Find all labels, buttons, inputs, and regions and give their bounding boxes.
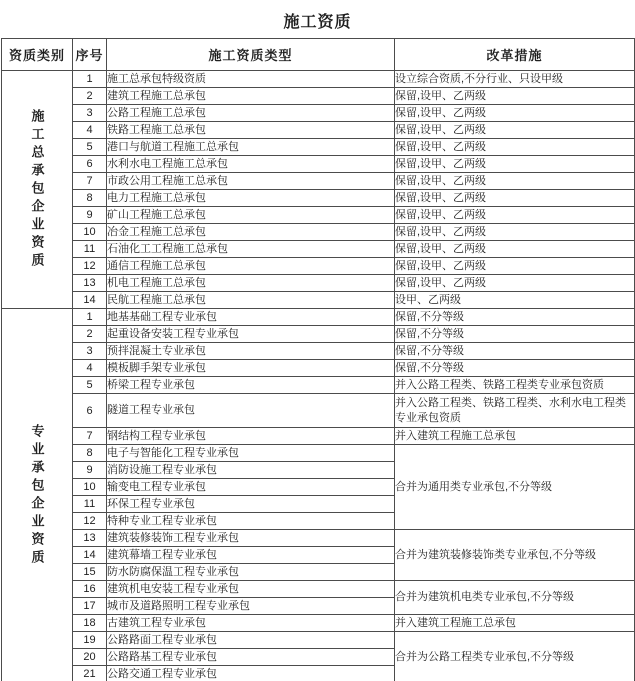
qualification-type-cell: 环保工程专业承包 [107,496,395,513]
serial-number-cell: 9 [73,207,107,224]
table-row [2,275,635,292]
qualification-type-cell: 公路交通工程专业承包 [107,666,395,681]
table-row [2,190,635,207]
reform-measure-cell: 合并为通用类专业承包,不分等级 [395,445,635,530]
serial-number-cell: 5 [73,139,107,156]
qualification-type-cell: 隧道工程专业承包 [107,394,395,428]
reform-measure-cell: 保留,不分等级 [395,343,635,360]
reform-measure-cell: 设甲、乙两级 [395,292,635,309]
qualification-type-cell: 冶金工程施工总承包 [107,224,395,241]
table-row [2,394,635,428]
table-row [2,530,635,547]
serial-number-cell: 2 [73,88,107,105]
category-cell [2,309,73,681]
reform-measure-cell: 保留,不分等级 [395,326,635,343]
qualification-type-cell: 消防设施工程专业承包 [107,462,395,479]
table-row [2,258,635,275]
qualification-type-cell: 特种专业工程专业承包 [107,513,395,530]
table-row [2,428,635,445]
table-row [2,292,635,309]
qualification-type-cell: 石油化工工程施工总承包 [107,241,395,258]
qualification-type-cell: 港口与航道工程施工总承包 [107,139,395,156]
table-row [2,207,635,224]
table-row [2,632,635,649]
serial-number-cell: 3 [73,343,107,360]
reform-measure-cell: 保留,设甲、乙两级 [395,88,635,105]
qualification-type-cell: 建筑机电安装工程专业承包 [107,581,395,598]
serial-number-cell: 3 [73,105,107,122]
table-header-row [2,39,635,71]
table-row [2,309,635,326]
reform-measure-cell: 保留,不分等级 [395,309,635,326]
serial-number-cell: 2 [73,326,107,343]
category-label: 施工总承包企业资质 [29,108,45,271]
reform-measure-cell: 保留,设甲、乙两级 [395,122,635,139]
serial-number-cell: 14 [73,547,107,564]
qualification-type-cell: 古建筑工程专业承包 [107,615,395,632]
qualification-type-cell: 模板脚手架专业承包 [107,360,395,377]
qualification-type-cell: 通信工程施工总承包 [107,258,395,275]
reform-measure-cell: 合并为建筑装修装饰类专业承包,不分等级 [395,530,635,581]
qualification-type-cell: 施工总承包特级资质 [107,71,395,88]
reform-measure-cell: 保留,设甲、乙两级 [395,224,635,241]
serial-number-cell: 10 [73,224,107,241]
reform-measure-cell: 保留,设甲、乙两级 [395,241,635,258]
reform-measure-cell: 保留,设甲、乙两级 [395,207,635,224]
table-row [2,581,635,598]
table-row [2,139,635,156]
table-row [2,71,635,88]
table-row [2,377,635,394]
qualification-type-cell: 输变电工程专业承包 [107,479,395,496]
qualification-type-cell: 建筑幕墙工程专业承包 [107,547,395,564]
serial-number-cell: 13 [73,275,107,292]
reform-measure-cell: 并入建筑工程施工总承包 [395,428,635,445]
qualification-type-cell: 地基基础工程专业承包 [107,309,395,326]
reform-measure-cell: 并入公路工程类、铁路工程类专业承包资质 [395,377,635,394]
serial-number-cell: 21 [73,666,107,681]
table-row [2,224,635,241]
serial-number-cell: 17 [73,598,107,615]
table-row [2,360,635,377]
serial-number-cell: 6 [73,394,107,428]
serial-number-cell: 7 [73,428,107,445]
serial-number-cell: 8 [73,190,107,207]
reform-measure-cell: 保留,设甲、乙两级 [395,258,635,275]
serial-number-cell: 18 [73,615,107,632]
serial-number-cell: 11 [73,241,107,258]
serial-number-cell: 9 [73,462,107,479]
qualification-type-cell: 民航工程施工总承包 [107,292,395,309]
reform-measure-cell: 保留,设甲、乙两级 [395,173,635,190]
table-row [2,105,635,122]
qualification-type-cell: 电力工程施工总承包 [107,190,395,207]
qualification-type-cell: 公路工程施工总承包 [107,105,395,122]
qualification-type-cell: 电子与智能化工程专业承包 [107,445,395,462]
page-title: 施工资质 [283,14,352,31]
category-cell [2,71,73,309]
serial-number-cell: 13 [73,530,107,547]
qualification-type-cell: 矿山工程施工总承包 [107,207,395,224]
table-row [2,156,635,173]
table-row [2,88,635,105]
qualification-type-cell: 建筑装修装饰工程专业承包 [107,530,395,547]
serial-number-cell: 12 [73,513,107,530]
reform-measure-cell: 设立综合资质,不分行业、只设甲级 [395,71,635,88]
serial-number-cell: 5 [73,377,107,394]
qualification-type-cell: 防水防腐保温工程专业承包 [107,564,395,581]
serial-number-cell: 19 [73,632,107,649]
qualification-type-cell: 桥梁工程专业承包 [107,377,395,394]
qualification-table [1,38,635,681]
qualification-type-cell: 起重设备安装工程专业承包 [107,326,395,343]
reform-measure-cell: 保留,设甲、乙两级 [395,275,635,292]
reform-measure-cell: 保留,设甲、乙两级 [395,190,635,207]
reform-measure-cell: 并入公路工程类、铁路工程类、水利水电工程类专业承包资质 [395,394,635,428]
qualification-type-cell: 公路路面工程专业承包 [107,632,395,649]
category-label: 专业承包企业资质 [29,423,45,568]
serial-number-cell: 8 [73,445,107,462]
reform-measure-cell: 保留,设甲、乙两级 [395,156,635,173]
header-measure: 改革措施 [395,39,635,71]
table-row [2,343,635,360]
qualification-type-cell: 水利水电工程施工总承包 [107,156,395,173]
table-row [2,326,635,343]
header-serial: 序号 [73,39,107,71]
qualification-type-cell: 市政公用工程施工总承包 [107,173,395,190]
reform-measure-cell: 保留,设甲、乙两级 [395,105,635,122]
serial-number-cell: 10 [73,479,107,496]
table-body [2,71,635,681]
qualification-type-cell: 钢结构工程专业承包 [107,428,395,445]
qualification-type-cell: 铁路工程施工总承包 [107,122,395,139]
table-row [2,122,635,139]
table-row [2,445,635,462]
qualification-type-cell: 公路路基工程专业承包 [107,649,395,666]
table-row [2,241,635,258]
serial-number-cell: 14 [73,292,107,309]
serial-number-cell: 20 [73,649,107,666]
reform-measure-cell: 合并为建筑机电类专业承包,不分等级 [395,581,635,615]
serial-number-cell: 16 [73,581,107,598]
header-type: 施工资质类型 [107,39,395,71]
qualification-type-cell: 机电工程施工总承包 [107,275,395,292]
qualification-type-cell: 预拌混凝土专业承包 [107,343,395,360]
serial-number-cell: 4 [73,360,107,377]
qualification-type-cell: 建筑工程施工总承包 [107,88,395,105]
table-row [2,615,635,632]
serial-number-cell: 6 [73,156,107,173]
reform-measure-cell: 合并为公路工程类专业承包,不分等级 [395,632,635,681]
serial-number-cell: 1 [73,71,107,88]
serial-number-cell: 11 [73,496,107,513]
qualification-type-cell: 城市及道路照明工程专业承包 [107,598,395,615]
serial-number-cell: 4 [73,122,107,139]
serial-number-cell: 7 [73,173,107,190]
reform-measure-cell: 并入建筑工程施工总承包 [395,615,635,632]
serial-number-cell: 15 [73,564,107,581]
reform-measure-cell: 保留,设甲、乙两级 [395,139,635,156]
serial-number-cell: 1 [73,309,107,326]
header-category: 资质类别 [2,39,73,71]
serial-number-cell: 12 [73,258,107,275]
reform-measure-cell: 保留,不分等级 [395,360,635,377]
table-row [2,173,635,190]
